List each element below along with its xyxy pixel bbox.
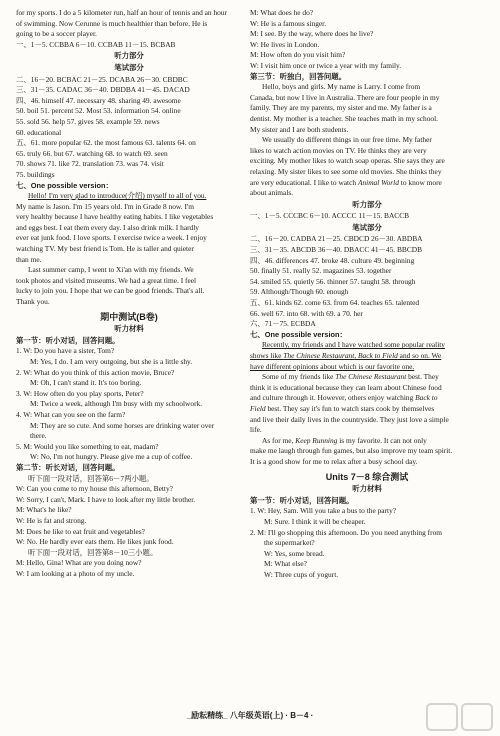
monologue-line: family. They are my parents, my sister and me. My father is a — [250, 103, 432, 113]
watermark-logo — [426, 702, 494, 732]
left-column — [16, 8, 242, 579]
dialogue-line: M: They are so cute. And some horses are drinking water over — [30, 420, 215, 430]
monologue-line: Hello, boys and girls. My name is Larry. I come from — [262, 82, 421, 92]
essay-line: very healthy because I have healthy eating habits. I like vegetables — [16, 212, 214, 222]
essay-line: Thank you. — [16, 297, 50, 307]
essay-line: Last summer camp, I went to Xi'an with my friends. We — [28, 265, 194, 275]
essay-line: took photos and visited museums. We had a great time. I feel — [16, 275, 197, 285]
text-span: and culture through it. However, others enjoy watching — [250, 393, 416, 403]
text-span: to know more — [398, 177, 442, 187]
dialogue-line: 2. M: I'll go shopping this afternoon. Do you need anything from — [250, 527, 443, 537]
answer-line: 二、16－20. BCBAC 21－25. DCABA 26－30. CBDBC — [16, 74, 188, 84]
section-heading-written: 笔试部分 — [114, 62, 144, 72]
answer-line: 三、31－35. ABCDB 36－40. DBACC 41－45. BBCDB — [250, 245, 423, 255]
answer-line: 60. educational — [16, 127, 62, 137]
essay-line: think it is educational because they can learn about Chinese food — [250, 382, 442, 392]
monologue-line: exciting. My mother likes to watch soap operas. She says they are — [250, 156, 445, 166]
italic-title: Back to — [415, 393, 438, 403]
italic-title: The Chinese Restaurant — [283, 351, 355, 360]
monologue-line: about animals. — [250, 188, 294, 198]
dialogue-line: W: No. He hardly ever eats them. He likes junk food. — [16, 537, 174, 547]
answer-line: 一、1－5. CCCBC 6－10. ACCCC 11－15. BACCB — [250, 211, 410, 221]
instruction-line: 听下面一段对话，回答第8－10三小题。 — [28, 547, 158, 557]
section-heading-material: 听力材料 — [352, 484, 382, 494]
dialogue-line: 4. W: What can you see on the farm? — [16, 409, 126, 419]
dialogue-line: W: Sorry, I can't, Mark. I have to look after my little brother. — [16, 494, 196, 504]
essay-line: make me laugh through fun games, but also improve my team spirit. — [250, 446, 453, 456]
essay-line — [250, 436, 484, 447]
essay-line — [250, 351, 484, 362]
essay-line: lucky to join you. I hope that we can be good friends. That's all. — [16, 286, 205, 296]
page-footer: _励耘精练_ 八年级英语(上) · B－4 · — [186, 711, 314, 720]
essay-line: and eggs best. I eat them every day. I also drink milk. I hardly — [16, 222, 200, 232]
section-heading-listening: 听力部分 — [352, 199, 382, 209]
section-heading-written: 笔试部分 — [352, 222, 382, 232]
dialogue-line: W: Three cups of yogurt. — [264, 569, 339, 579]
essay-line: Recently, my friends and I have watched some popular reality — [262, 340, 445, 350]
text-span: and so on. We — [397, 351, 442, 360]
dialogue-line: W: Yes, some bread. — [264, 548, 325, 558]
dialogue-line: M: Oh, I can't stand it. It's too boring. — [30, 378, 142, 388]
essay-line: than me. — [16, 254, 42, 264]
dialogue-line: W: He is fat and strong. — [16, 515, 87, 525]
answer-line: 65. truly 66. but 67. watching 68. to watch 69. seen — [16, 148, 168, 158]
italic-title: Animal World — [357, 177, 399, 187]
dialogue-line: M: Does he like to eat fruit and vegetables? — [16, 526, 145, 536]
text-span: is my favorite. It can not only — [337, 435, 427, 445]
dialogue-line: 3. W: How often do you play sports, Peter? — [16, 388, 144, 398]
essay-line: Hello! I'm very glad to introduce(介绍) myself to all of you. — [28, 191, 207, 201]
essay-line — [250, 404, 484, 415]
italic-title: Keep Running — [295, 435, 338, 445]
essay-line: watching TV. My best friend is Tom. He is taller and quieter — [16, 244, 194, 254]
right-column — [250, 8, 484, 580]
monologue-line — [250, 178, 484, 189]
answer-line: 70. shows 71. like 72. translation 73. was 74. visit — [16, 159, 164, 169]
essay-line: My name is Jason. I'm 15 years old. I'm in Grade 8 now. I'm — [16, 201, 194, 211]
essay-line — [250, 393, 484, 404]
answer-line: 五、61. kinds 62. come 63. from 64. teaches 65. talented — [250, 298, 420, 308]
answer-line: 一、1－5. CCBBA 6－10. CCBAB 11－15. BCBAB — [16, 39, 176, 49]
monologue-line: likes to watch action movies on TV. He thinks they are very — [250, 145, 427, 155]
italic-title: The Chinese Restaurant — [335, 372, 407, 382]
dialogue-line: M: I see. By the way, where does he live? — [250, 29, 374, 39]
answer-line: 五、61. more popular 62. the most famous 63. talents 64. on — [16, 138, 196, 148]
answer-line: 55. sold 56. help 57. gives 58. example 59. news — [16, 116, 160, 126]
instruction-line: 听下面一段对话，回答第6－7两小题。 — [28, 473, 154, 483]
dialogue-line: M: Sure. I think it will be cheaper. — [264, 516, 366, 526]
text-line: going to be a soccer player. — [16, 29, 97, 39]
dialogue-line: M: How often do you visit him? — [250, 50, 346, 60]
answer-line: 二、16－20. CADBA 21－25. CBDCD 26－30. ABDBA — [250, 234, 423, 244]
answer-line: 50. boil 51. percent 52. Most 53. information 54. online — [16, 106, 181, 116]
italic-title: Field — [250, 403, 266, 413]
text-line: for my sports. I do a 5 kilometer run, half an hour of tennis and an hour — [16, 8, 227, 17]
dialogue-line: M: What's he like? — [16, 505, 72, 515]
answer-line: 75. buildings — [16, 169, 55, 179]
dialogue-line: 5. M: Would you like something to eat, madam? — [16, 441, 159, 451]
essay-line: ever eat junk food. I love sports. I exercise twice a week. I enjoy — [16, 233, 207, 243]
dialogue-line: W: No, I'm not hungry. Please give me a cup of coffee. — [30, 452, 193, 462]
dialogue-line: M: What does he do? — [250, 8, 314, 17]
answer-line: 66. well 67. into 68. with 69. a 70. her — [250, 308, 363, 318]
answer-line: 54. smiled 55. quietly 56. thinner 57. taught 58. through — [250, 276, 416, 286]
text-span: As for me, — [262, 435, 296, 445]
dialogue-line: M: Yes, I do. I am very outgoing, but she is a little shy. — [30, 357, 193, 366]
text-span: shows like — [250, 351, 284, 360]
monologue-line: My sister and I are both students. — [250, 124, 349, 134]
monologue-line: relaxing. My sister likes to see some old movies. She thinks they — [250, 166, 442, 176]
essay-heading: 七、One possible version： — [16, 180, 113, 190]
dialogue-line: 1. W: Do you have a sister, Tom? — [16, 346, 115, 356]
text-line: of swimming. Now Cerunne is much healthier than before. He is — [16, 18, 208, 28]
text-span: Some of my friends like — [262, 372, 336, 382]
dialogue-line: M: Twice a week, although I'm busy with my schoolwork. — [30, 399, 203, 409]
section-heading-material: 听力材料 — [114, 324, 144, 334]
answer-line: 四、46. himself 47. necessary 48. sharing 49. awesome — [16, 95, 181, 105]
answer-line: 50. finally 51. really 52. magazines 53. together — [250, 266, 392, 276]
dialogue-line: W: I am looking at a photo of my uncle. — [16, 568, 135, 578]
dialogue-line: W: Can you come to my house this afternoon, Betty? — [16, 484, 173, 494]
part-heading: 第三节：听独白，回答问题。 — [250, 71, 347, 81]
essay-line: and live their daily lives in the countryside. They just love a simple — [250, 414, 449, 424]
dialogue-line: 1. W: Hey, Sam. Will you take a bus to the party? — [250, 506, 397, 516]
test-title: Units 7－8 综合测试 — [325, 471, 409, 482]
monologue-line: dentist. My mother is a teacher. She teaches math in my school. — [250, 113, 439, 123]
essay-heading: 七、One possible version： — [250, 329, 347, 339]
dialogue-line: M: What else? — [264, 559, 307, 569]
essay-line: have different opinions about which is our favorite one. — [250, 361, 415, 371]
essay-line — [250, 372, 484, 383]
monologue-line: Canada, but now I live in Australia. There are four people in my — [250, 92, 440, 102]
dialogue-line: W: He is a famous singer. — [250, 18, 327, 28]
essay-line: It is a good show for me to relax after a busy school day. — [250, 456, 418, 466]
dialogue-line: M: Hello, Gina! What are you doing now? — [16, 558, 142, 568]
part-heading: 第一节：听小对话，回答问题。 — [16, 335, 120, 345]
italic-title: Back to Field — [358, 351, 398, 360]
part-heading: 第二节：听长对话，回答问题。 — [16, 462, 120, 472]
part-heading: 第一节：听小对话，回答问题。 — [250, 495, 354, 505]
answer-line: 四、46. differences 47. broke 48. culture 49. beginning — [250, 255, 415, 265]
text-span: best. They say it's fun to watch stars cook by themselves — [265, 403, 435, 413]
text-span: , — [354, 351, 358, 360]
dialogue-line: W: He lives in London. — [250, 39, 320, 49]
section-heading-listening: 听力部分 — [114, 51, 144, 61]
dialogue-line: 2. W: What do you think of this action movie, Bruce? — [16, 367, 175, 377]
dialogue-line: W: I visit him once or twice a year with my family. — [250, 60, 402, 70]
monologue-line: We usually do different things in our free time. My father — [262, 135, 432, 145]
test-title: 期中测试(B卷) — [100, 311, 158, 322]
answer-line: 六、71－75. ECBDA — [250, 319, 316, 329]
dialogue-line: the supermarket? — [264, 538, 315, 548]
dialogue-line: there. — [30, 431, 47, 441]
essay-line: life. — [250, 425, 262, 435]
text-span: are very educational. I like to watch — [250, 177, 358, 187]
answer-line: 三、31－35. CADAC 36－40. DBDBA 41－45. DACAD — [16, 85, 190, 95]
text-span: best. They — [406, 372, 439, 382]
answer-line: 59. Although/Though 60. enough — [250, 287, 349, 297]
